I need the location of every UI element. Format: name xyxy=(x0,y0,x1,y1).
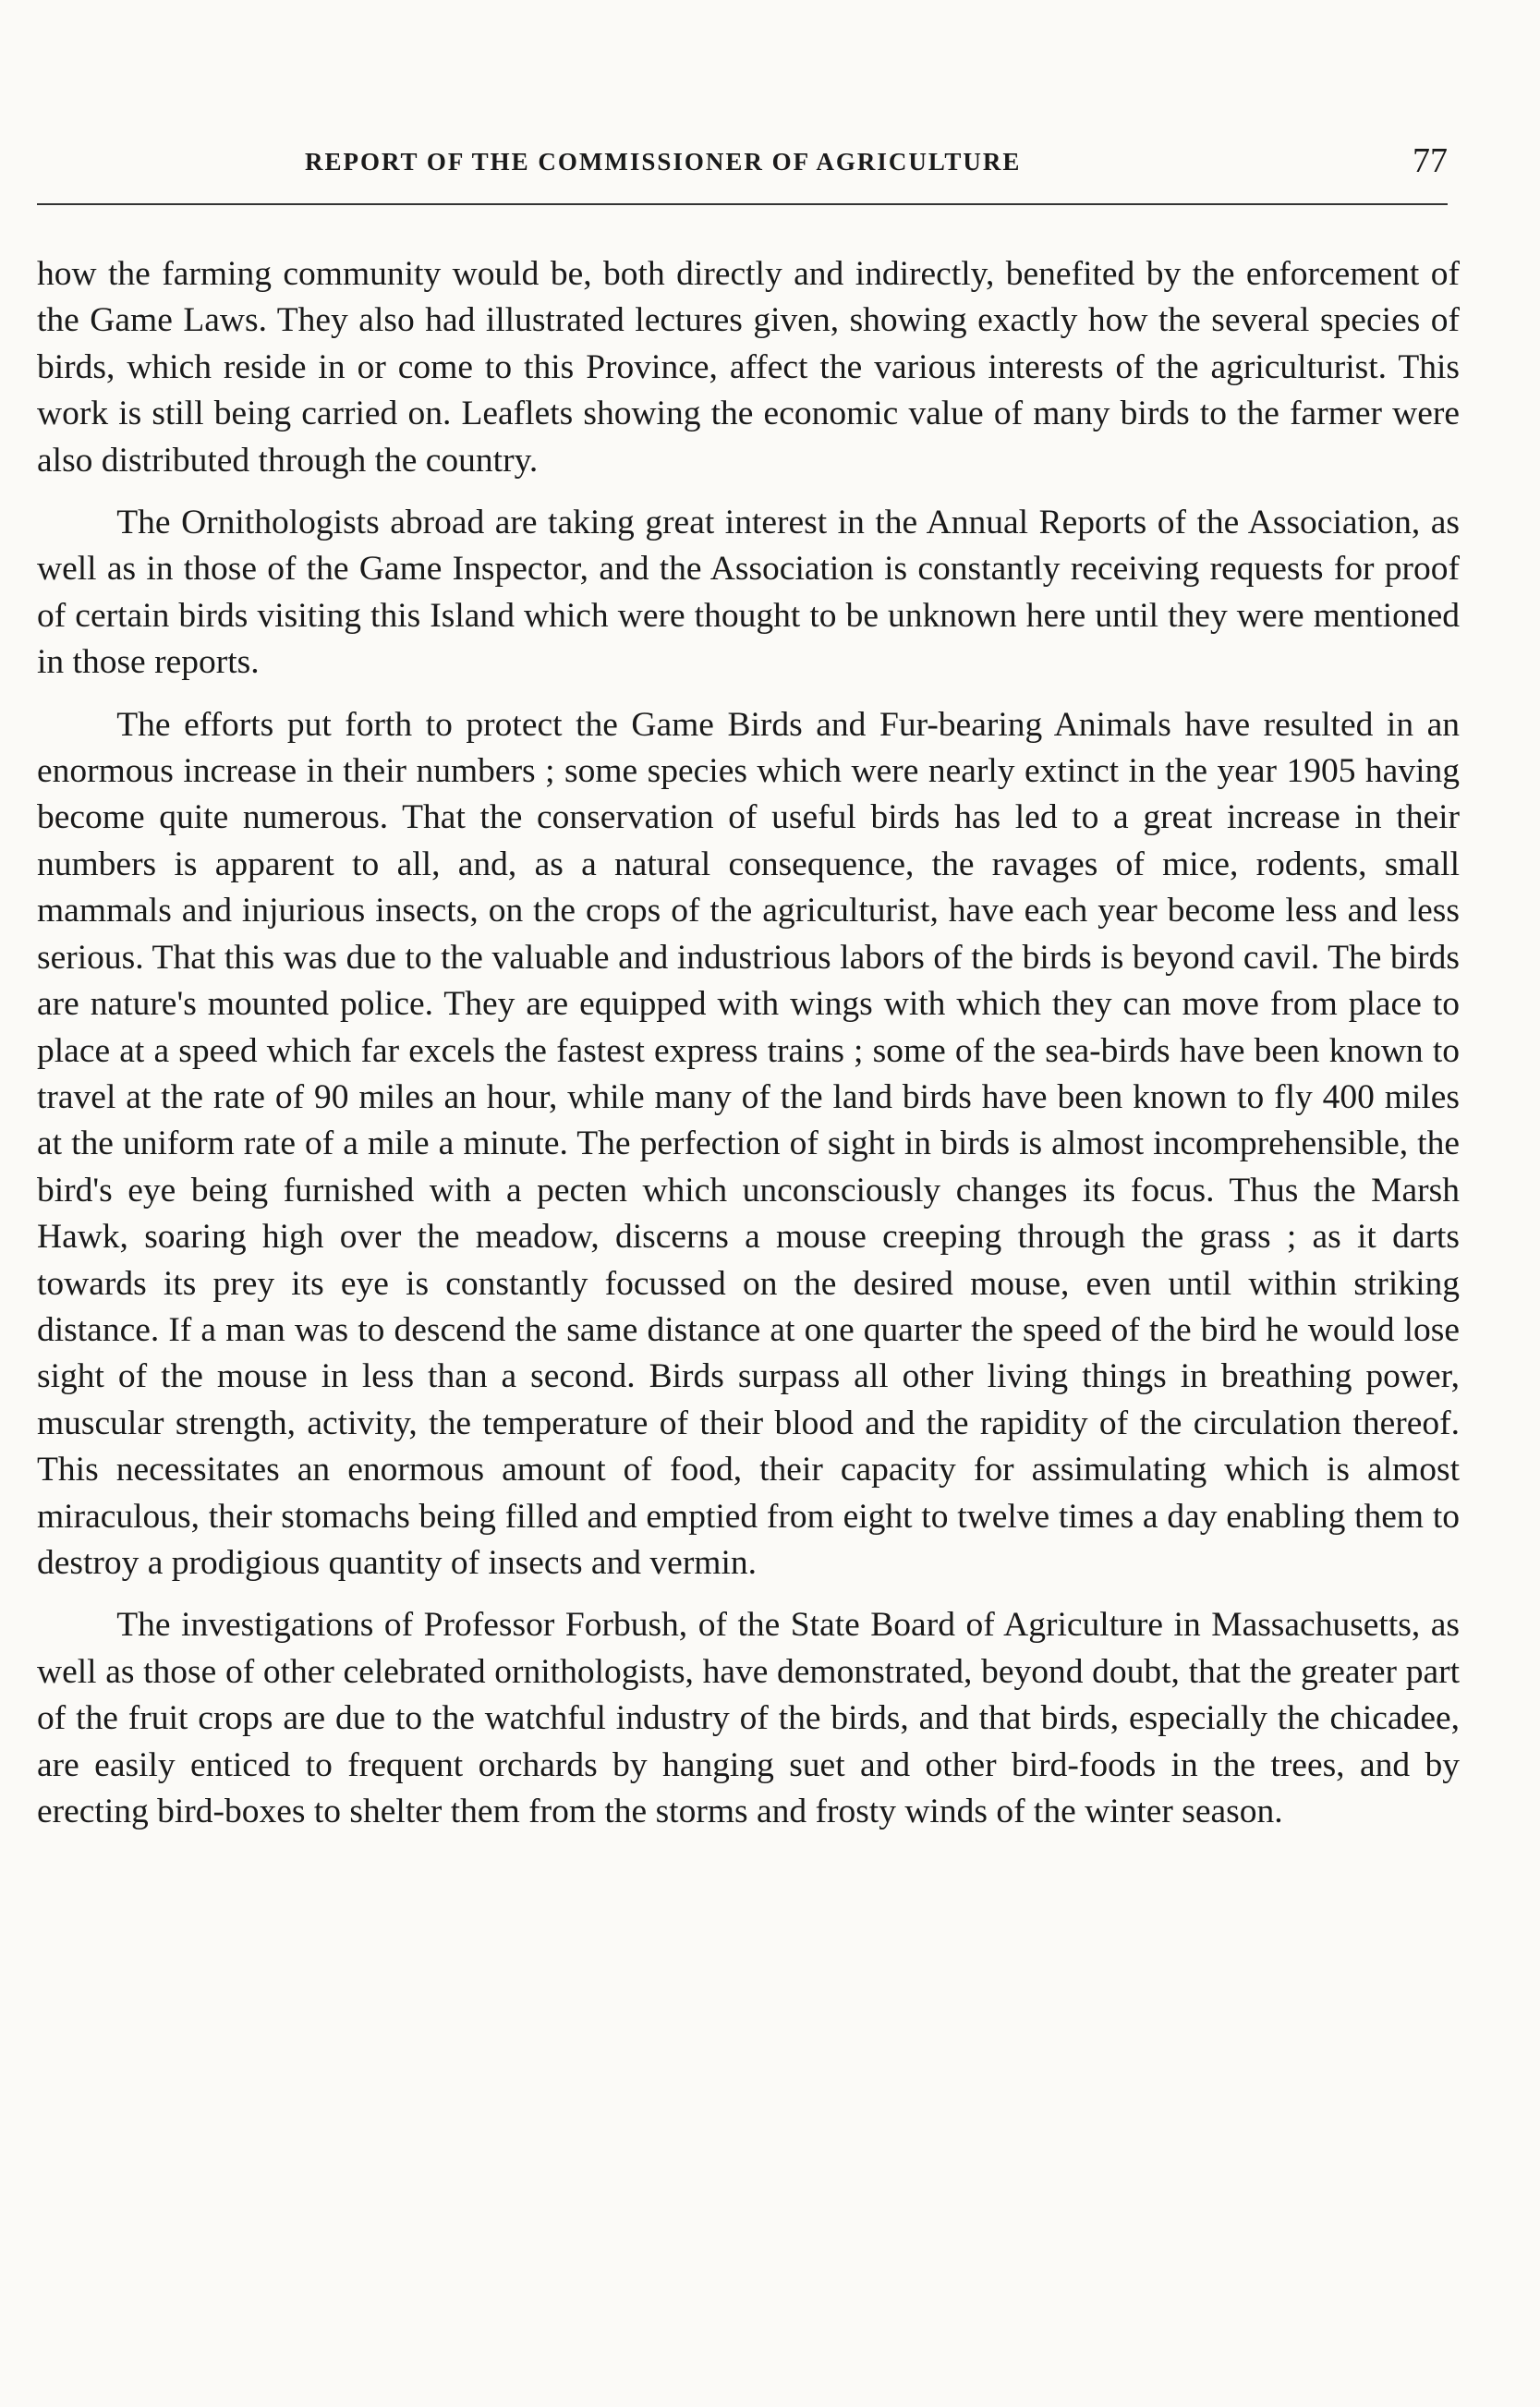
paragraph-4: The investigations of Professor Forbush, of the State Board of Agriculture in Massachusetts, as well as those of other celebrated ornithologists, have demonstrated, beyond doubt, that the greater part of the fruit crops are due to the watchful industry of the birds, and that birds, especially the chicadee, are easily enticed to frequent orchards by hanging suet and other bird-foods in the trees, and by erecting bird-boxes to shelter them from the storms and frosty winds of the winter season. xyxy=(37,1606,1460,1830)
running-head-title: REPORT OF THE COMMISSIONER OF AGRICULTURE xyxy=(305,148,1022,176)
paragraph-3: The efforts put forth to protect the Game Birds and Fur-bearing Animals have resulted in an enormous increase in their numbers ; some species which were nearly extinct in the year 1905 having become quite numerous. That the conservation of useful birds has led to a great increase in their numbers is apparent to all, and, as a natural consequence, the ravages of mice, rodents, small mammals and injurious insects, on the crops of the agriculturist, have each year become less and less serious. That this was due to the valuable and industrious labors of the birds is beyond cavil. The birds are nature's mounted police. They are equipped with wings with which they can move from place to place at a speed which far excels the fastest express trains ; some of the sea-birds have been known to travel at the rate of 90 miles an hour, while many of the land birds have been known to fly 400 miles at the uniform rate of a mile a minute. The perfection of sight in birds is almost incomprehensible, the bird's eye being furnished with a pecten which unconsciously changes its focus. Thus the Marsh Hawk, soaring high over the meadow, discerns a mouse creeping through the grass ; as it darts towards its prey its eye is constantly focussed on the desired mouse, even until within striking distance. If a man was to descend the same distance at one quarter the speed of the bird he would lose sight of the mouse in less than a second. Birds surpass all other living things in breathing power, muscular strength, activity, the temperature of their blood and the rapidity of the circulation thereof. This necessitates an enormous amount of food, their capacity for assimulating which is almost miraculous, their stomachs being filled and emptied from eight to twelve times a day enabling them to destroy a prodigious quantity of insects and vermin. xyxy=(37,705,1460,1582)
paragraph-2: The Ornithologists abroad are taking great interest in the Annual Reports of the Association, as well as in those of the Game Inspector, and the Association is constantly receiving requests for proof of certain birds visiting this Island which were thought to be unknown here until they were mentioned in those reports. xyxy=(37,504,1460,682)
header-rule xyxy=(37,203,1448,205)
body-text xyxy=(37,251,1460,1851)
running-head xyxy=(37,139,1448,194)
paragraph-1: how the farming community would be, both directly and indirectly, benefited by the enforcement of the Game Laws. They also had illustrated lectures given, showing exactly how the several species of birds, which reside in or come to this Province, affect the various interests of the agriculturist. This work is still being carried on. Leaflets showing the economic value of many birds to the farmer were also distributed through the country. xyxy=(37,255,1460,480)
page-number: 77 xyxy=(1413,141,1448,180)
